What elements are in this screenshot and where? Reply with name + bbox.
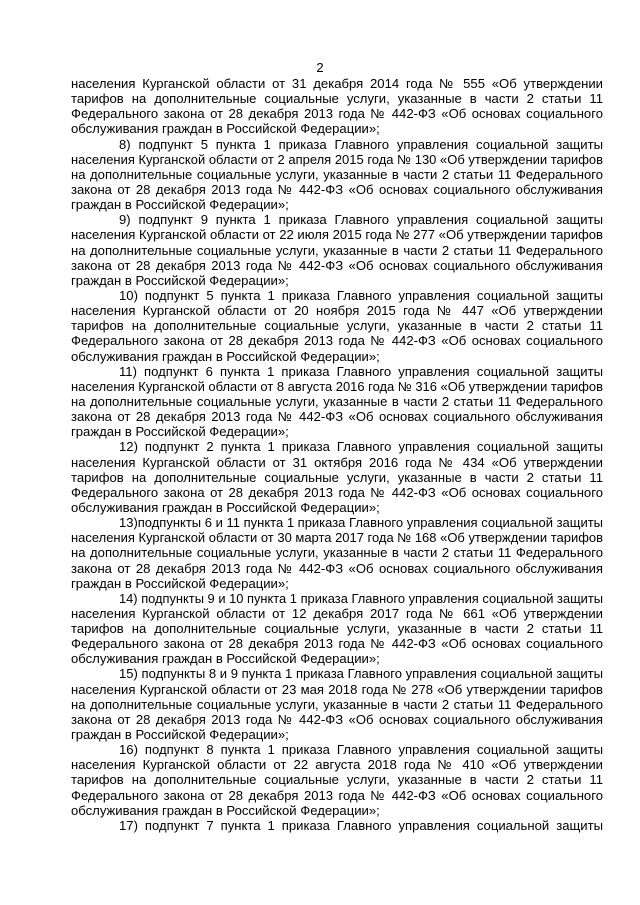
text-line: 12) подпункт 2 пункта 1 приказа Главного управления социальной защиты: [119, 439, 603, 455]
text-line: на дополнительные социальные услуги, указанные в части 2 статьи 11 Федерального: [71, 545, 603, 561]
paragraph: [71, 288, 603, 364]
page-number: 2: [316, 60, 324, 75]
text-line: 11) подпункт 6 пункта 1 приказа Главного управления социальной защиты: [119, 363, 603, 379]
text-line: Федерального закона от 28 декабря 2013 года № 442-ФЗ «Об основах социального: [71, 106, 603, 122]
paragraph: [71, 439, 603, 515]
text-line: населения Курганской области от 22 августа 2018 года № 410 «Об утверждении: [71, 757, 603, 773]
text-line: тарифов на дополнительные социальные услуги, указанные в части 2 статьи 11: [71, 772, 603, 788]
text-line: обслуживания граждан в Российской Федерации»;: [71, 499, 380, 515]
text-line: Федерального закона от 28 декабря 2013 года № 442-ФЗ «Об основах социального: [71, 787, 603, 803]
text-line: 17) подпункт 7 пункта 1 приказа Главного управления социальной защиты: [119, 817, 603, 833]
paragraph: [71, 742, 603, 818]
text-line: на дополнительные социальные услуги, указанные в части 2 статьи 11 Федерального: [71, 166, 603, 182]
paragraph: [71, 137, 603, 213]
text-line: Федерального закона от 28 декабря 2013 года № 442-ФЗ «Об основах социального: [71, 484, 603, 500]
text-line: закона от 28 декабря 2013 года № 442-ФЗ «Об основах социального обслуживания: [71, 181, 603, 197]
text-line: граждан в Российской Федерации»;: [71, 575, 289, 591]
text-line: населения Курганской области от 23 мая 2018 года № 278 «Об утверждении тарифов: [71, 681, 603, 697]
document-body: [71, 76, 603, 833]
text-line: населения Курганской области от 31 октября 2016 года № 434 «Об утверждении: [71, 454, 603, 470]
text-line: тарифов на дополнительные социальные услуги, указанные в части 2 статьи 11: [71, 318, 603, 334]
text-line: 16) подпункт 8 пункта 1 приказа Главного управления социальной защиты: [119, 742, 603, 758]
paragraph: [71, 666, 603, 742]
text-line: обслуживания граждан в Российской Федерации»;: [71, 348, 380, 364]
text-line: Федерального закона от 28 декабря 2013 года № 442-ФЗ «Об основах социального: [71, 636, 603, 652]
text-line: закона от 28 декабря 2013 года № 442-ФЗ «Об основах социального обслуживания: [71, 711, 603, 727]
text-line: закона от 28 декабря 2013 года № 442-ФЗ «Об основах социального обслуживания: [71, 257, 603, 273]
text-line: 13)подпункты 6 и 11 пункта 1 приказа Главного управления социальной защиты: [119, 515, 603, 531]
text-line: обслуживания граждан в Российской Федерации»;: [71, 651, 380, 667]
text-line: 9) подпункт 9 пункта 1 приказа Главного управления социальной защиты: [119, 212, 603, 228]
paragraph: [71, 212, 603, 288]
text-line: на дополнительные социальные услуги, указанные в части 2 статьи 11 Федерального: [71, 242, 603, 258]
text-line: населения Курганской области от 8 августа 2016 года № 316 «Об утверждении тарифов: [71, 378, 603, 394]
text-line: граждан в Российской Федерации»;: [71, 727, 289, 743]
text-line: закона от 28 декабря 2013 года № 442-ФЗ «Об основах социального обслуживания: [71, 560, 603, 576]
text-line: обслуживания граждан в Российской Федерации»;: [71, 802, 380, 818]
text-line: на дополнительные социальные услуги, указанные в части 2 статьи 11 Федерального: [71, 696, 603, 712]
text-line: населения Курганской области от 2 апреля 2015 года № 130 «Об утверждении тарифов: [71, 151, 603, 167]
text-line: тарифов на дополнительные социальные услуги, указанные в части 2 статьи 11: [71, 469, 603, 485]
paragraph: [71, 818, 603, 833]
text-line: 14) подпункты 9 и 10 пункта 1 приказа Главного управления социальной защиты: [119, 590, 603, 606]
paragraph: [71, 515, 603, 591]
text-line: тарифов на дополнительные социальные услуги, указанные в части 2 статьи 11: [71, 621, 603, 637]
text-line: тарифов на дополнительные социальные услуги, указанные в части 2 статьи 11: [71, 91, 603, 107]
paragraph: [71, 76, 603, 137]
text-line: граждан в Российской Федерации»;: [71, 272, 289, 288]
text-line: 10) подпункт 5 пункта 1 приказа Главного управления социальной защиты: [119, 287, 603, 303]
paragraph: [71, 364, 603, 440]
text-line: населения Курганской области от 31 декабря 2014 года № 555 «Об утверждении: [71, 76, 603, 91]
text-line: граждан в Российской Федерации»;: [71, 197, 289, 213]
text-line: населения Курганской области от 12 декабря 2017 года № 661 «Об утверждении: [71, 605, 603, 621]
text-line: граждан в Российской Федерации»;: [71, 424, 289, 440]
paragraph: [71, 591, 603, 667]
text-line: Федерального закона от 28 декабря 2013 года № 442-ФЗ «Об основах социального: [71, 333, 603, 349]
text-line: населения Курганской области от 30 марта 2017 года № 168 «Об утверждении тарифов: [71, 530, 603, 546]
text-line: обслуживания граждан в Российской Федерации»;: [71, 121, 380, 137]
text-line: населения Курганской области от 20 ноября 2015 года № 447 «Об утверждении: [71, 303, 603, 319]
text-line: закона от 28 декабря 2013 года № 442-ФЗ «Об основах социального обслуживания: [71, 409, 603, 425]
text-line: населения Курганской области от 22 июля 2015 года № 277 «Об утверждении тарифов: [71, 227, 603, 243]
text-line: 8) подпункт 5 пункта 1 приказа Главного управления социальной защиты: [119, 136, 603, 152]
text-line: на дополнительные социальные услуги, указанные в части 2 статьи 11 Федерального: [71, 393, 603, 409]
text-line: 15) подпункты 8 и 9 пункта 1 приказа Главного управления социальной защиты: [119, 666, 603, 682]
